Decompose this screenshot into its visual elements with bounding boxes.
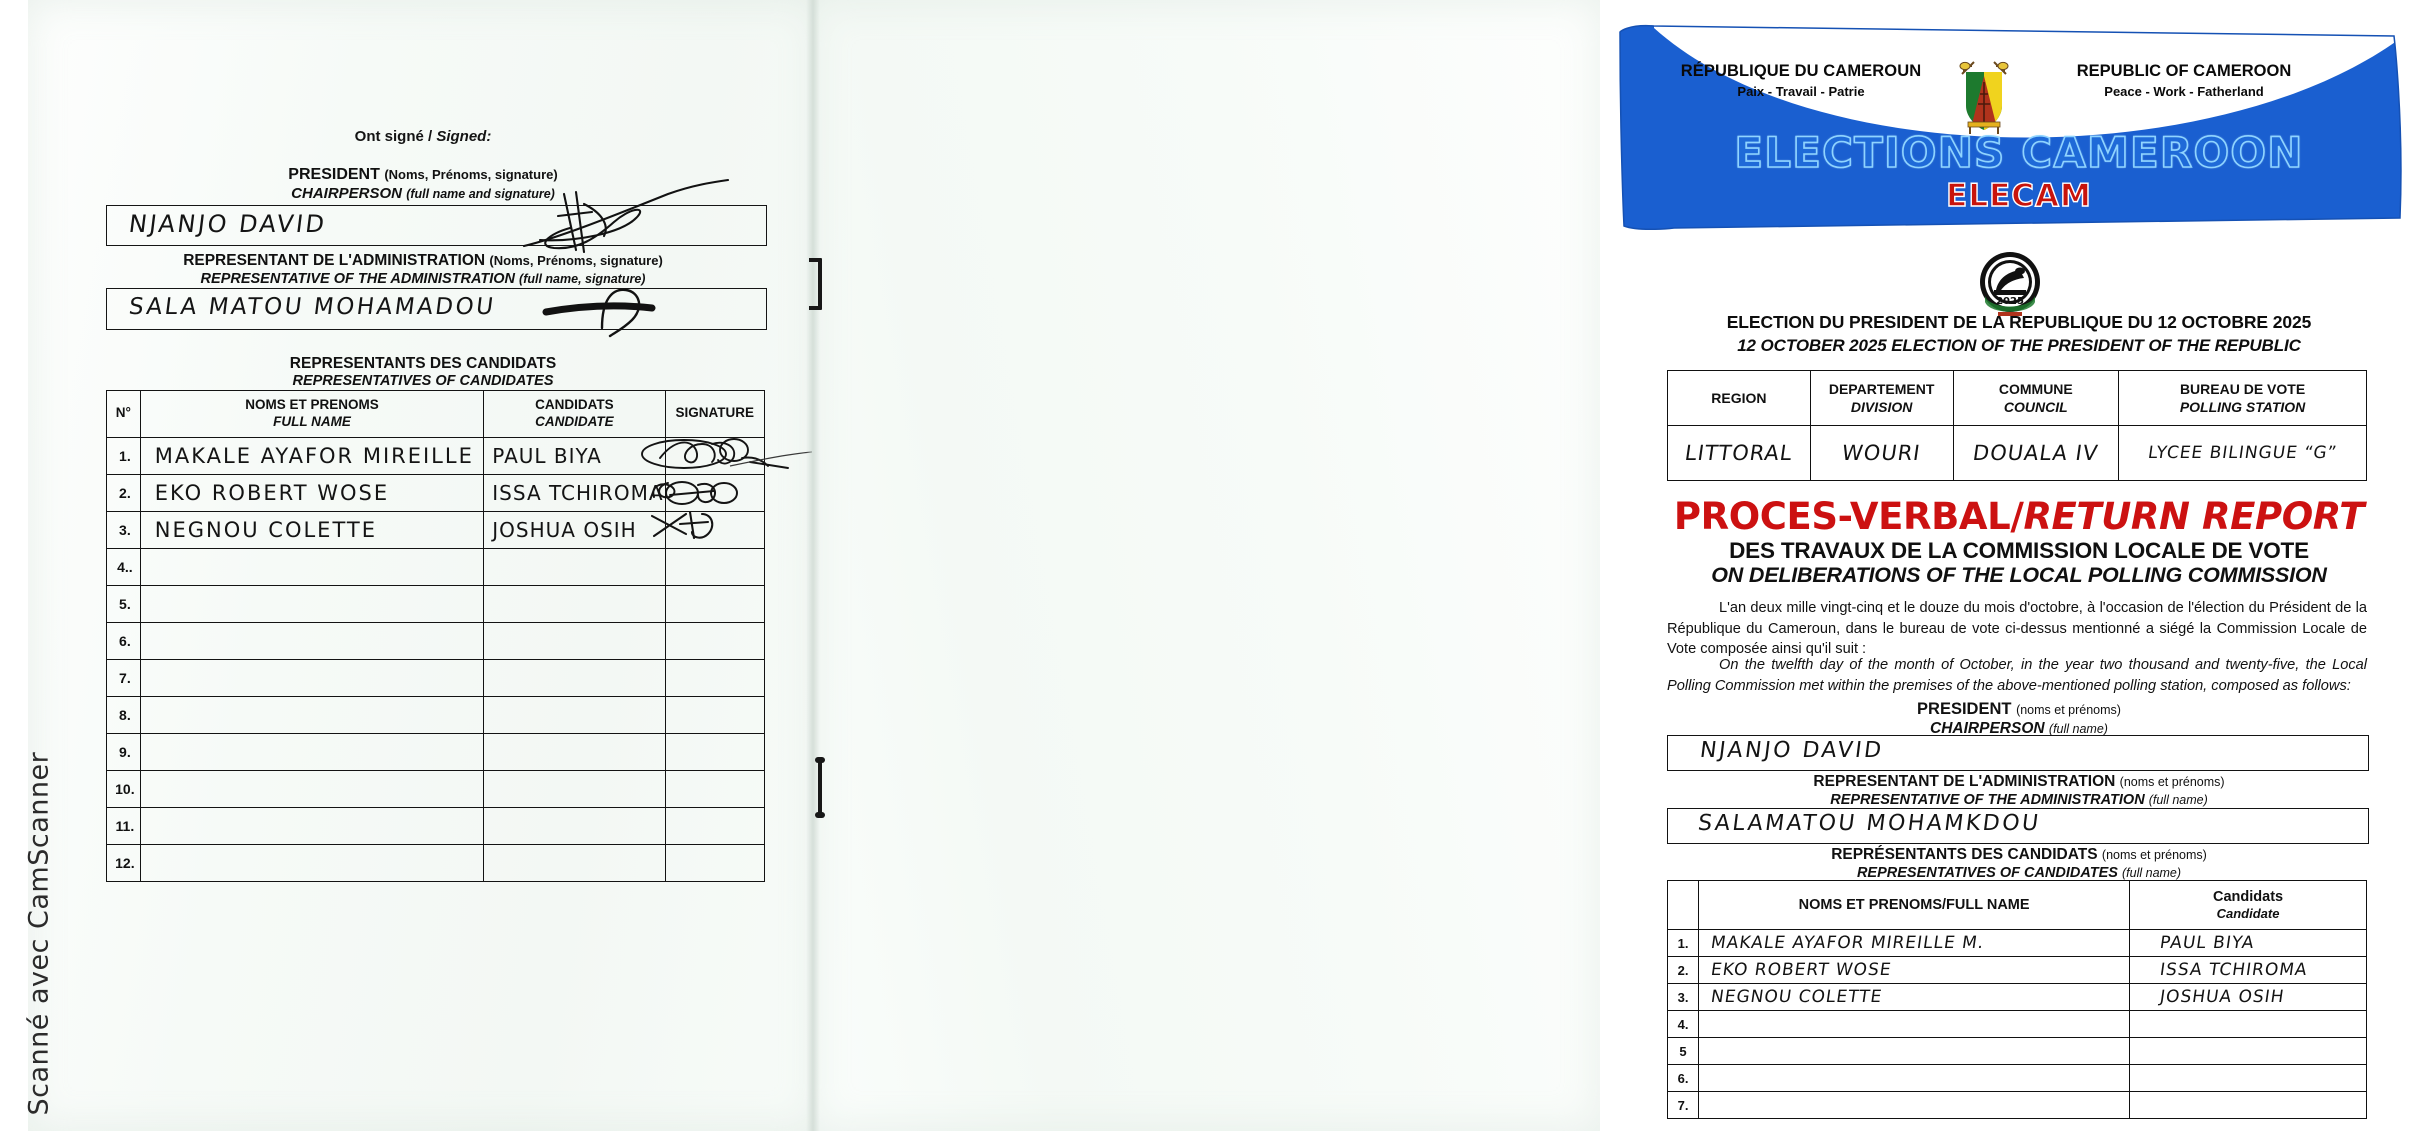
row-candidate[interactable] <box>484 585 665 622</box>
row-signature[interactable] <box>665 844 764 881</box>
row-number: 10. <box>107 770 141 807</box>
location-header-3: BUREAU DE VOTE POLLING STATION <box>2119 371 2367 426</box>
row-candidate[interactable] <box>484 659 665 696</box>
republic-en: REPUBLIC OF CAMEROON <box>2076 62 2292 80</box>
chairperson-signature <box>518 178 738 263</box>
table-header-row <box>107 391 765 438</box>
table-row <box>1668 930 2367 957</box>
right-reps-label-fr: REPRÉSENTANTS DES CANDIDATS (noms et prénoms) <box>1831 846 2207 863</box>
table-row <box>1668 957 2367 984</box>
election-title-fr: ELECTION DU PRESIDENT DE LA REPUBLIQUE DU 12 OCTOBRE 2025 <box>1726 312 2312 332</box>
location-value-3[interactable]: LYCEE BILINGUE “G” <box>2119 426 2367 481</box>
republic-fr-block <box>1666 62 1936 99</box>
row-number: 4. <box>1668 1011 1699 1038</box>
row-name[interactable] <box>140 659 484 696</box>
row-name[interactable]: EKO ROBERT WOSE <box>140 474 484 511</box>
row-signature[interactable] <box>665 622 764 659</box>
left-admin-label-en: REPRESENTATIVE OF THE ADMINISTRATION (full name, signature) <box>200 271 646 287</box>
row-number: 5. <box>107 585 141 622</box>
row-name[interactable]: NEGNOU COLETTE <box>140 511 484 548</box>
left-president-label-en: CHAIRPERSON (full name and signature) <box>291 185 555 202</box>
row-name[interactable] <box>1699 1092 2130 1119</box>
row-candidate[interactable] <box>2130 1092 2367 1119</box>
row-name[interactable]: NEGNOU COLETTE <box>1699 984 2130 1011</box>
location-table <box>1667 370 2367 481</box>
ont-signe-heading: Ont signé / Signed: <box>354 128 492 145</box>
row-candidate[interactable]: ISSA TCHIROMA <box>484 474 665 511</box>
cand-th-num <box>1668 881 1699 930</box>
row-name[interactable] <box>140 807 484 844</box>
location-value-1[interactable]: WOURI <box>1810 426 1953 481</box>
row-name[interactable]: MAKALE AYAFOR MIREILLE <box>140 437 484 474</box>
th-name: NOMS ET PRENOMS FULL NAME <box>140 391 484 438</box>
row-candidate[interactable] <box>484 548 665 585</box>
motto-en: Peace - Work - Fatherland <box>2104 84 2264 99</box>
row-number: 3. <box>107 511 141 548</box>
left-president-name-value: NJANJO DAVID <box>127 210 329 238</box>
election-title-en: 12 OCTOBER 2025 ELECTION OF THE PRESIDENT OF THE REPUBLIC <box>1737 336 2301 355</box>
row-candidate[interactable] <box>2130 1065 2367 1092</box>
pv-subtitle-fr: DES TRAVAUX DE LA COMMISSION LOCALE DE VOTE <box>1729 538 2309 563</box>
row-candidate[interactable]: ISSA TCHIROMA <box>2130 957 2367 984</box>
row2-signature <box>644 477 754 511</box>
row-number: 6. <box>1668 1065 1699 1092</box>
row-candidate[interactable]: PAUL BIYA <box>2130 930 2367 957</box>
row-name[interactable] <box>1699 1011 2130 1038</box>
row-number: 1. <box>1668 930 1699 957</box>
row-signature[interactable] <box>665 733 764 770</box>
pv-subtitle-en: ON DELIBERATIONS OF THE LOCAL POLLING COMMISSION <box>1711 563 2327 587</box>
location-header-1: DEPARTEMENT DIVISION <box>1810 371 1953 426</box>
location-header-row <box>1668 371 2367 426</box>
left-admin-label-fr: REPRESENTANT DE L'ADMINISTRATION (Noms, Prénoms, signature) <box>183 252 663 269</box>
elecam-seal-icon <box>1976 250 2044 318</box>
row-number: 6. <box>107 622 141 659</box>
row-number: 7. <box>1668 1092 1699 1119</box>
row-candidate[interactable]: PAUL BIYA <box>484 437 665 474</box>
left-president-label-fr: PRESIDENT (Noms, Prénoms, signature) <box>288 166 558 183</box>
right-president-label-fr: PRESIDENT (noms et prénoms) <box>1917 700 2121 718</box>
row-name[interactable]: MAKALE AYAFOR MIREILLE M. <box>1699 930 2130 957</box>
motto-fr: Paix - Travail - Patrie <box>1737 84 1865 99</box>
row-candidate[interactable] <box>2130 1011 2367 1038</box>
right-admin-label-en: REPRESENTATIVE OF THE ADMINISTRATION (full name) <box>1830 792 2208 808</box>
row-candidate[interactable] <box>484 844 665 881</box>
row-candidate[interactable] <box>484 733 665 770</box>
row-signature[interactable] <box>665 807 764 844</box>
pv-title-en: RETURN REPORT <box>2023 495 2365 538</box>
row-signature[interactable] <box>665 585 764 622</box>
row-number: 7. <box>107 659 141 696</box>
table-row <box>1668 984 2367 1011</box>
table-row <box>107 696 765 733</box>
right-admin-name-box[interactable] <box>1667 808 2369 844</box>
paragraph-fr: L'an deux mille vingt-cinq et le douze du mois d'octobre, à l'occasion de l'élection du Président de la République du Cameroun, dans le bureau de vote ci-dessus mentionné a siégé la Commission Locale de Vote composée ainsi qu'il suit : <box>1667 600 2367 658</box>
th-candidate: CANDIDATS CANDIDATE <box>484 391 665 438</box>
left-page <box>28 0 818 1131</box>
camscanner-watermark: Scanné avec CamScanner <box>23 751 55 1116</box>
location-header-0: REGION <box>1668 371 1811 426</box>
row-candidate[interactable] <box>484 770 665 807</box>
staple-top <box>818 258 822 310</box>
proces-verbal-title <box>1644 495 2394 538</box>
row-number: 4.. <box>107 548 141 585</box>
row-name[interactable] <box>140 696 484 733</box>
table-row <box>107 844 765 881</box>
cand-th-name: NOMS ET PRENOMS/FULL NAME <box>1699 881 2130 930</box>
row-signature[interactable] <box>665 770 764 807</box>
right-president-label-en: CHAIRPERSON (full name) <box>1930 720 2108 737</box>
paragraph-en: On the twelfth day of the month of October, in the year two thousand and twenty-five, the Local Polling Commission met within the premises of the above-mentioned polling station, composed as follows: <box>1667 657 2367 694</box>
table-row <box>107 733 765 770</box>
th-signature: SIGNATURE <box>665 391 764 438</box>
right-admin-name-value: SALAMATOU MOHAMKDOU <box>1696 811 2043 836</box>
row-name[interactable] <box>140 733 484 770</box>
row-candidate[interactable] <box>484 807 665 844</box>
row-number: 8. <box>107 696 141 733</box>
row-number: 1. <box>107 437 141 474</box>
right-president-label <box>1644 700 2394 738</box>
row-candidate[interactable]: JOSHUA OSIH <box>2130 984 2367 1011</box>
table-row <box>107 548 765 585</box>
row-number: 3. <box>1668 984 1699 1011</box>
table-row <box>1668 1065 2367 1092</box>
left-reps-label-fr: REPRESENTANTS DES CANDIDATS <box>289 355 557 372</box>
row-number: 11. <box>107 807 141 844</box>
row-signature[interactable] <box>665 548 764 585</box>
elecam-acronym: ELECAM <box>1946 178 2092 214</box>
right-page <box>812 0 2367 1131</box>
table-row <box>107 585 765 622</box>
location-value-0[interactable]: LITTORAL <box>1668 426 1811 481</box>
location-value-row <box>1668 426 2367 481</box>
left-admin-name-value: SALA MATOU MOHAMADOU <box>127 294 498 320</box>
row-number: 5 <box>1668 1038 1699 1065</box>
row-name[interactable] <box>1699 1038 2130 1065</box>
right-reps-label <box>1644 846 2394 881</box>
page-spine <box>806 0 820 1131</box>
staple-bottom <box>818 760 822 815</box>
row-name[interactable] <box>1699 1065 2130 1092</box>
row-candidate[interactable] <box>484 696 665 733</box>
row-signature[interactable] <box>665 659 764 696</box>
row-signature[interactable] <box>665 696 764 733</box>
cand-header-row <box>1668 881 2367 930</box>
cand-th-candidate: Candidats Candidate <box>2130 881 2367 930</box>
row-name[interactable] <box>140 585 484 622</box>
row-name[interactable] <box>140 548 484 585</box>
right-admin-label-fr: REPRESENTANT DE L'ADMINISTRATION (noms et prénoms) <box>1813 773 2225 790</box>
republic-fr: RÉPUBLIQUE DU CAMEROUN <box>1680 62 1922 80</box>
row-name[interactable]: EKO ROBERT WOSE <box>1699 957 2130 984</box>
table-row <box>1668 1092 2367 1119</box>
table-row <box>107 622 765 659</box>
table-row <box>1668 1011 2367 1038</box>
table-row <box>107 807 765 844</box>
row-candidate[interactable] <box>484 622 665 659</box>
coat-of-arms-icon <box>1952 58 2016 136</box>
right-admin-label <box>1644 773 2394 808</box>
ont-signe-en: Signed: <box>436 128 492 145</box>
location-value-2[interactable]: DOUALA IV <box>1953 426 2119 481</box>
location-header-2: COMMUNE COUNCIL <box>1953 371 2119 426</box>
row-name[interactable] <box>140 770 484 807</box>
svg-text:2025: 2025 <box>1996 296 2024 307</box>
row-name[interactable] <box>140 622 484 659</box>
right-reps-label-en: REPRESENTATIVES OF CANDIDATES (full name) <box>1856 865 2182 881</box>
row-candidate[interactable] <box>2130 1038 2367 1065</box>
ont-signe-fr: Ont signé <box>354 128 424 145</box>
row-number: 9. <box>107 733 141 770</box>
pv-title-fr: PROCES-VERBAL/ <box>1673 495 2024 538</box>
table-row <box>107 770 765 807</box>
table-row <box>1668 1038 2367 1065</box>
row-number: 2. <box>1668 957 1699 984</box>
elections-cameroon-title: ELECTIONS CAMEROON <box>1734 128 2304 177</box>
right-president-name-value: NJANJO DAVID <box>1698 738 1886 763</box>
row-number: 12. <box>107 844 141 881</box>
row-name[interactable] <box>140 844 484 881</box>
th-num: N° <box>107 391 141 438</box>
row3-signature <box>646 508 741 546</box>
right-president-name-box[interactable] <box>1667 735 2369 771</box>
row-number: 2. <box>107 474 141 511</box>
admin-signature <box>540 282 670 340</box>
left-reps-label-en: REPRESENTATIVES OF CANDIDATES <box>292 373 554 389</box>
republic-en-block <box>2034 62 2334 99</box>
right-candidates-table <box>1667 880 2367 1119</box>
row-candidate[interactable]: JOSHUA OSIH <box>484 511 665 548</box>
table-row <box>107 659 765 696</box>
